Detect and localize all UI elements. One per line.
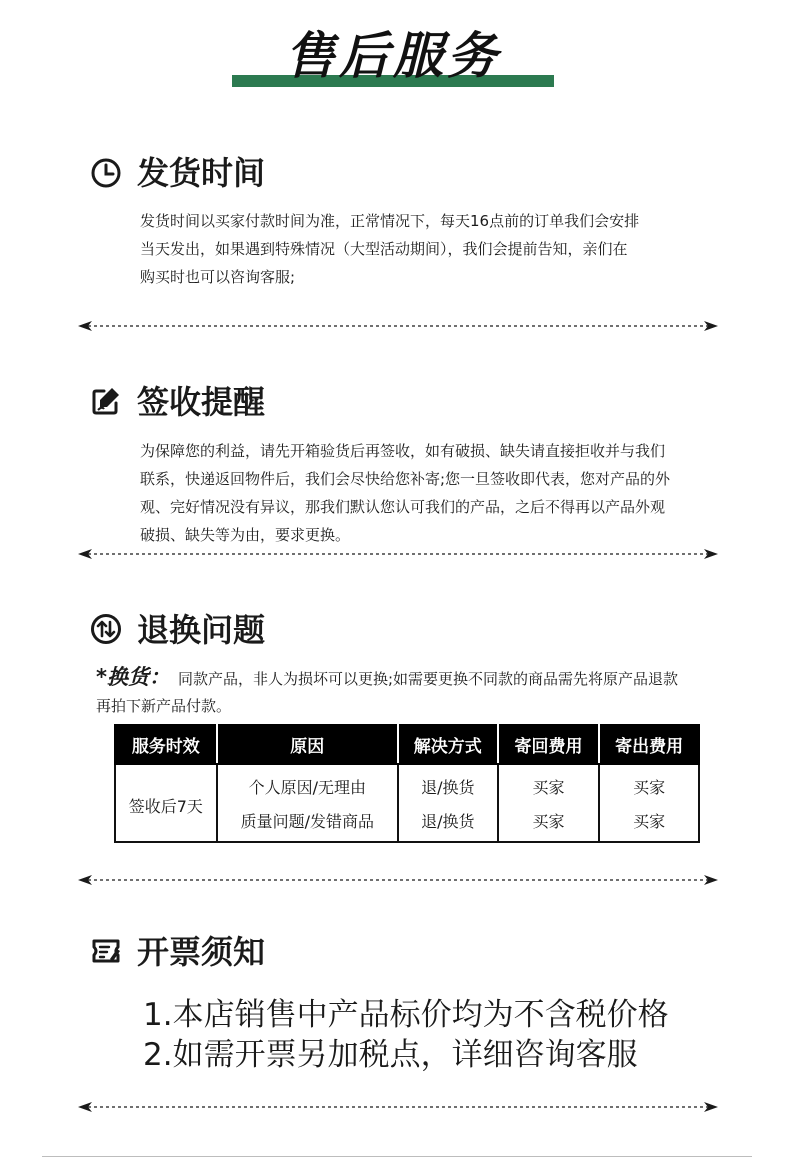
table-cell-reason: 个人原因/无理由 (217, 764, 398, 803)
table-header-cell: 寄回费用 (498, 725, 600, 764)
table-header-cell: 解决方式 (398, 725, 498, 764)
table-cell-return-fee: 买家 (498, 803, 600, 842)
receipt-line: 联系，快递返回物件后，我们会尽快给您补寄;您一旦签收即代表，您对产品的外 (140, 470, 671, 488)
table-cell-period: 签收后7天 (115, 764, 217, 842)
invoice-line: 2.如需开票另加税点，详细咨询客服 (143, 1037, 638, 1073)
receipt-line: 观、完好情况没有异议，那我们默认您认可我们的产品，之后不得再以产品外观 (140, 498, 666, 516)
table-header-cell: 服务时效 (115, 725, 217, 764)
table-cell-solution: 退/换货 (398, 764, 498, 803)
table-cell-ship-fee: 买家 (599, 803, 699, 842)
table-cell-solution: 退/换货 (398, 803, 498, 842)
table-header-cell: 寄出费用 (599, 725, 699, 764)
exchange-note (96, 664, 736, 720)
shipping-line: 发货时间以买家付款时间为准，正常情况下，每天16点前的订单我们会安排 (140, 212, 640, 230)
dotted-divider (78, 1101, 718, 1113)
clock-icon (90, 157, 122, 189)
shipping-line: 当天发出，如果遇到特殊情况（大型活动期间），我们会提前告知，亲们在 (140, 240, 628, 258)
shipping-paragraph (140, 207, 730, 291)
sign-edit-icon (90, 385, 122, 417)
exchange-text-continued: 再拍下新产品付款。 (96, 697, 232, 715)
section-title-returns: 退换问题 (137, 611, 266, 649)
shipping-line: 购买时也可以咨询客服; (140, 268, 296, 286)
receipt-paragraph (140, 437, 730, 549)
table-row (115, 764, 699, 803)
dotted-divider (78, 874, 718, 886)
section-title-receipt: 签收提醒 (137, 383, 266, 421)
section-title-shipping: 发货时间 (137, 154, 266, 192)
exchange-text: 同款产品，非人为损坏可以更换;如需要更换不同款的商品需先将原产品退款 (177, 670, 679, 688)
page-title: 售后服务 (285, 27, 501, 85)
bottom-rule (42, 1156, 752, 1157)
section-title-invoice: 开票须知 (137, 933, 266, 971)
receipt-line: 破损、缺失等为由，要求更换。 (140, 526, 351, 544)
returns-table (114, 724, 700, 843)
invoice-ticket-icon (90, 935, 122, 967)
dotted-divider (78, 548, 718, 560)
dotted-divider (78, 320, 718, 332)
invoice-line: 1.本店销售中产品标价均为不含税价格 (143, 997, 669, 1033)
table-cell-ship-fee: 买家 (599, 764, 699, 803)
table-cell-return-fee: 买家 (498, 764, 600, 803)
exchange-label: *换货： (96, 665, 170, 689)
receipt-line: 为保障您的利益，请先开箱验货后再签收，如有破损、缺失请直接拒收并与我们 (140, 442, 666, 460)
table-cell-reason: 质量问题/发错商品 (217, 803, 398, 842)
table-header-cell: 原因 (217, 725, 398, 764)
exchange-arrows-icon (90, 613, 122, 645)
